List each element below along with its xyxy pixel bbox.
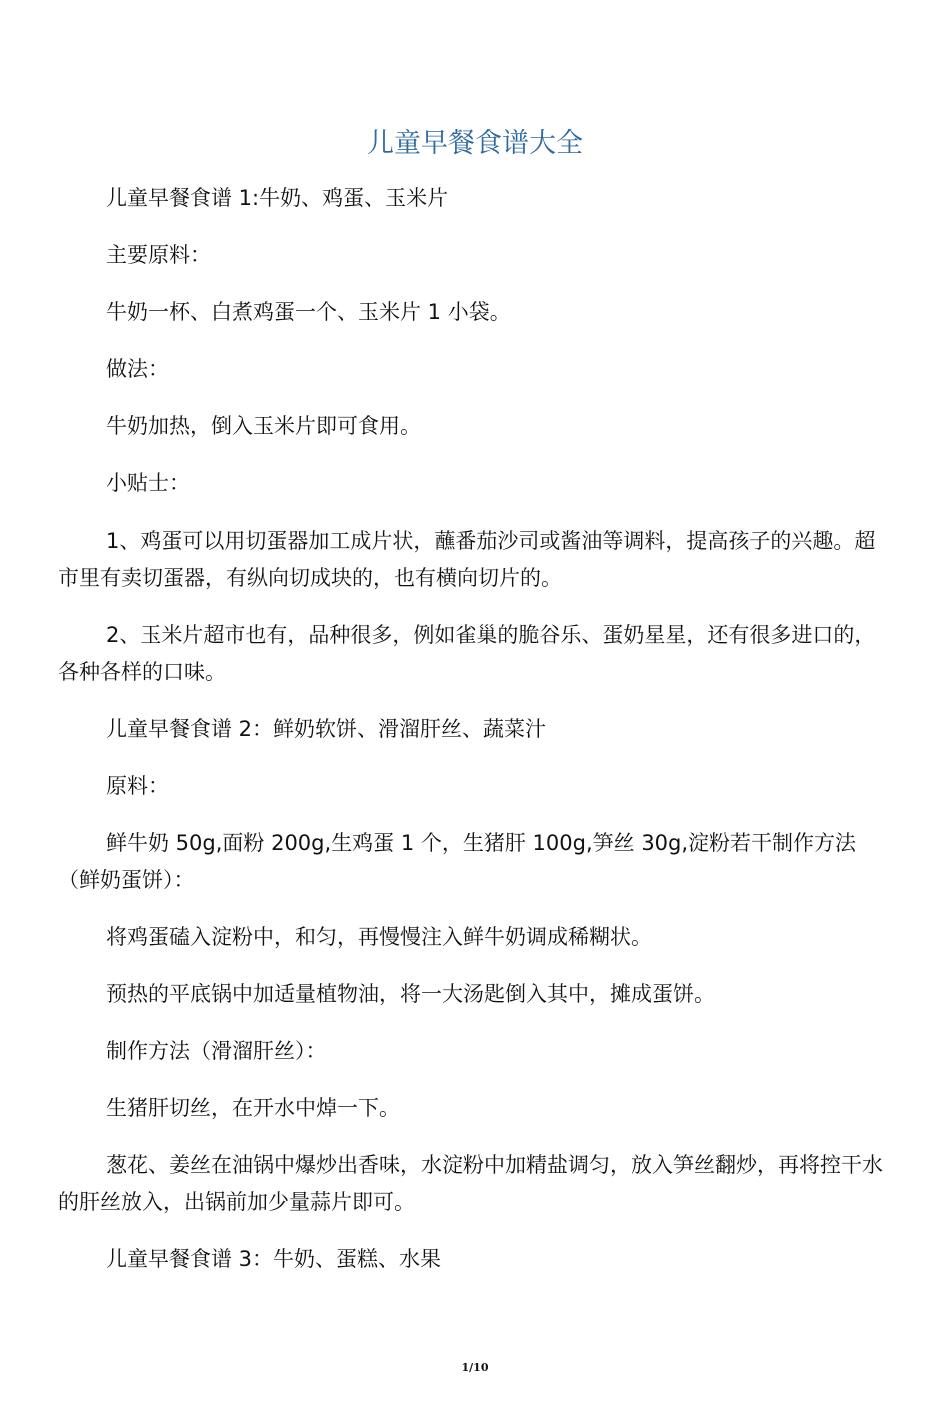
recipe-2-heading: 儿童早餐食谱 2：鲜奶软饼、滑溜肝丝、蔬菜汁 [106, 717, 547, 741]
liver-step-2: 葱花、姜丝在油锅中爆炒出香味，水淀粉中加精盐调匀，放入笋丝翻炒，再将控干水的肝丝放入，出锅前加少量蒜片即可。 [58, 1153, 883, 1214]
method-label: 做法： [106, 357, 169, 381]
liver-method-label: 制作方法（滑溜肝丝）： [106, 1039, 327, 1063]
document-title: 儿童早餐食谱大全 [367, 128, 583, 159]
recipe-3-heading: 儿童早餐食谱 3：牛奶、蛋糕、水果 [106, 1247, 442, 1271]
tips-label: 小贴士： [106, 471, 190, 495]
ingredients-text: 牛奶一杯、白煮鸡蛋一个、玉米片 1 小袋。 [106, 300, 511, 324]
tip-2: 2、玉米片超市也有，品种很多，例如雀巢的脆谷乐、蛋奶星星，还有很多进口的，各种各样的口味。 [58, 623, 876, 684]
ingredients-label: 主要原料： [106, 243, 211, 267]
tip-1: 1、鸡蛋可以用切蛋器加工成片状，蘸番茄沙司或酱油等调料，提高孩子的兴趣。超市里有卖切蛋器，有纵向切成块的，也有横向切片的。 [58, 529, 876, 590]
ingredients-text-2: 鲜牛奶 50g,面粉 200g,生鸡蛋 1 个，生猪肝 100g,笋丝 30g,淀粉若干制作方法（鲜奶蛋饼）： [58, 831, 857, 892]
ingredients-label-2: 原料： [106, 774, 169, 798]
document-body [58, 180, 890, 1298]
pancake-step-2: 预热的平底锅中加适量植物油，将一大汤匙倒入其中，摊成蛋饼。 [106, 982, 715, 1006]
page-number: 1/10 [461, 1361, 489, 1374]
recipe-1-heading: 儿童早餐食谱 1:牛奶、鸡蛋、玉米片 [106, 186, 449, 210]
pancake-step-1: 将鸡蛋磕入淀粉中，和匀，再慢慢注入鲜牛奶调成稀糊状。 [106, 925, 652, 949]
method-text: 牛奶加热，倒入玉米片即可食用。 [106, 414, 421, 438]
liver-step-1: 生猪肝切丝，在开水中焯一下。 [106, 1096, 400, 1120]
